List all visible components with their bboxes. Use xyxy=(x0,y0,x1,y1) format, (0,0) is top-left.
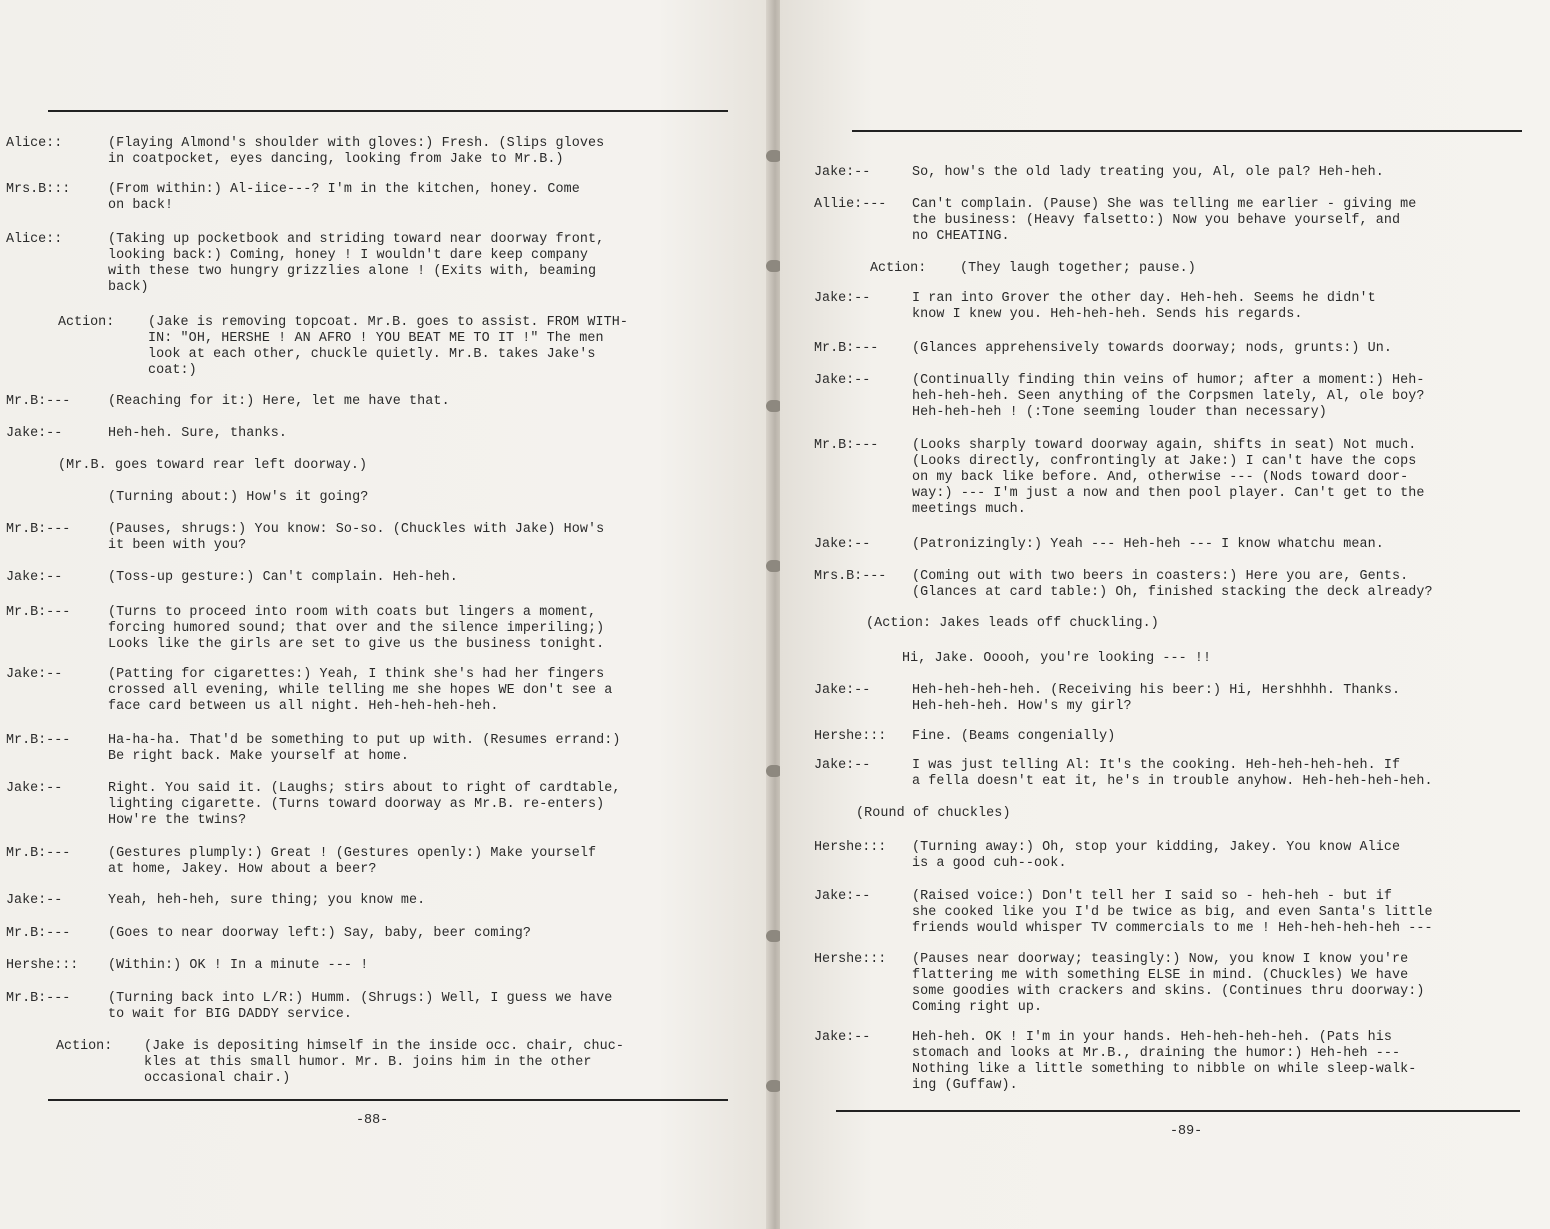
dialogue-line: (Turning back into L/R:) Humm. (Shrugs:) Well, I guess we have xyxy=(108,991,613,1006)
dialogue-line: (Coming out with two beers in coasters:) Here you are, Gents. xyxy=(911,568,1409,585)
stage-direction-line: (Action: Jakes leads off chuckling.) xyxy=(865,615,1159,632)
speaker-label-jake: Jake:-- xyxy=(814,1030,871,1045)
right-page xyxy=(780,0,1550,1229)
dialogue-line: occasional chair.) xyxy=(144,1071,291,1086)
dialogue-line: coat:) xyxy=(148,363,197,378)
left-script-entries xyxy=(0,0,772,1229)
dialogue-line: face card between us all night. Heh-heh-heh-heh. xyxy=(108,699,499,714)
dialogue-line: (Toss-up gesture:) Can't complain. Heh-heh. xyxy=(108,570,458,585)
dialogue-line: way:) --- I'm just a now and then pool player. Can't get to the xyxy=(911,485,1425,502)
speaker-label-jake: Jake:-- xyxy=(6,667,63,682)
stage-direction-line: Hi, Jake. Ooooh, you're looking --- !! xyxy=(901,650,1212,667)
speaker-label-hershe: Hershe::: xyxy=(814,952,887,967)
page-number: -89- xyxy=(1170,1124,1203,1139)
bottom-rule xyxy=(48,1099,728,1101)
dialogue-line: no CHEATING. xyxy=(911,228,1010,245)
speaker-label-mr-b: Mr.B:--- xyxy=(6,394,71,409)
dialogue-line: crossed all evening, while telling me she hopes WE don't see a xyxy=(108,683,613,698)
speaker-label-action: Action: xyxy=(56,1039,113,1054)
dialogue-line: it been with you? xyxy=(108,538,247,553)
dialogue-line: (Raised voice:) Don't tell her I said so - heh-heh - but if xyxy=(911,888,1393,905)
dialogue-line: (Goes to near doorway left:) Say, baby, beer coming? xyxy=(108,926,532,941)
dialogue-line: (Continually finding thin veins of humor; after a moment:) Heh- xyxy=(911,372,1425,389)
dialogue-line: look at each other, chuckle quietly. Mr.B. takes Jake's xyxy=(148,347,596,362)
speaker-label-mr-b: Mr.B:--- xyxy=(6,733,71,748)
dialogue-line: So, how's the old lady treating you, Al, ole pal? Heh-heh. xyxy=(911,164,1384,181)
speaker-label-hershe: Hershe::: xyxy=(6,958,79,973)
speaker-label-mr-b: Mr.B:--- xyxy=(6,846,71,861)
dialogue-line: she cooked like you I'd be twice as big, and even Santa's little xyxy=(911,904,1433,921)
speaker-label-jake: Jake:-- xyxy=(814,889,871,904)
speaker-label-jake: Jake:-- xyxy=(6,426,63,441)
speaker-label-allie: Allie:--- xyxy=(814,197,887,212)
dialogue-line: the business: (Heavy falsetto:) Now you behave yourself, and xyxy=(911,212,1401,229)
speaker-label-jake: Jake:-- xyxy=(6,781,63,796)
dialogue-line: on my back like before. And, otherwise --- (Nods toward door- xyxy=(911,469,1409,486)
dialogue-line: Heh-heh. OK ! I'm in your hands. Heh-heh-heh-heh. (Pats his xyxy=(911,1029,1393,1046)
stage-direction-line: (Round of chuckles) xyxy=(855,805,1011,822)
speaker-label-jake: Jake:-- xyxy=(814,165,871,180)
speaker-label-action: Action: xyxy=(870,261,927,276)
stage-direction-line: (Turning about:) How's it going? xyxy=(108,490,369,505)
stage-direction-line: (Mr.B. goes toward rear left doorway.) xyxy=(58,458,368,473)
dialogue-line: with these two hungry grizzlies alone ! (Exits with, beaming xyxy=(108,264,597,279)
dialogue-line: Can't complain. (Pause) She was telling me earlier - giving me xyxy=(911,196,1417,213)
dialogue-line: (Looks sharply toward doorway again, shifts in seat) Not much. xyxy=(911,437,1417,454)
speaker-label-alice: Alice:: xyxy=(6,232,63,247)
dialogue-line: (Jake is depositing himself in the inside occ. chair, chuc- xyxy=(144,1039,625,1054)
dialogue-line: (Pauses, shrugs:) You know: So-so. (Chuckles with Jake) How's xyxy=(108,522,605,537)
dialogue-line: Coming right up. xyxy=(911,999,1043,1016)
dialogue-line: some goodies with crackers and skins. (Continues thru doorway:) xyxy=(911,983,1425,1000)
dialogue-line: back) xyxy=(108,280,149,295)
page-number: -88- xyxy=(356,1113,389,1128)
dialogue-line: (From within:) Al-iice---? I'm in the kitchen, honey. Come xyxy=(108,182,580,197)
dialogue-line: in coatpocket, eyes dancing, looking from Jake to Mr.B.) xyxy=(108,152,564,167)
dialogue-line: Heh-heh-heh-heh. (Receiving his beer:) Hi, Hershhhh. Thanks. xyxy=(911,682,1401,699)
dialogue-line: Looks like the girls are set to give us the business tonight. xyxy=(108,637,605,652)
dialogue-line: meetings much. xyxy=(911,501,1026,518)
dialogue-line: flattering me with something ELSE in mind. (Chuckles) We have xyxy=(911,967,1409,984)
right-script-entries xyxy=(780,0,1550,1229)
dialogue-line: friends would whisper TV commercials to me ! Heh-heh-heh-heh --- xyxy=(911,920,1433,937)
speaker-label-alice: Alice:: xyxy=(6,136,63,151)
dialogue-line: Nothing like a little something to nibble on while sleep-walk- xyxy=(911,1061,1417,1078)
dialogue-line: stomach and looks at Mr.B., draining the humor:) Heh-heh --- xyxy=(911,1045,1401,1062)
dialogue-line: at home, Jakey. How about a beer? xyxy=(108,862,377,877)
dialogue-line: heh-heh-heh. Seen anything of the Corpsmen lately, Al, ole boy? xyxy=(911,388,1425,405)
dialogue-line: (Flaying Almond's shoulder with gloves:) Fresh. (Slips gloves xyxy=(108,136,605,151)
dialogue-line: (Pauses near doorway; teasingly:) Now, you know I know you're xyxy=(911,951,1409,968)
speaker-label-action: Action: xyxy=(58,315,115,330)
speaker-label-jake: Jake:-- xyxy=(814,683,871,698)
dialogue-line: (Looks directly, confrontingly at Jake:) I can't have the cops xyxy=(911,453,1417,470)
dialogue-line: Be right back. Make yourself at home. xyxy=(108,749,410,764)
dialogue-line: I was just telling Al: It's the cooking. Heh-heh-heh-heh. If xyxy=(911,757,1401,774)
left-page xyxy=(0,0,772,1229)
dialogue-line: IN: "OH, HERSHE ! AN AFRO ! YOU BEAT ME TO IT !" The men xyxy=(148,331,604,346)
speaker-label-mrs-b: Mrs.B:--- xyxy=(814,569,887,584)
speaker-label-mr-b: Mr.B:--- xyxy=(814,438,879,453)
speaker-label-jake: Jake:-- xyxy=(814,758,871,773)
speaker-label-mr-b: Mr.B:--- xyxy=(814,341,879,356)
dialogue-line: Fine. (Beams congenially) xyxy=(911,728,1116,745)
dialogue-line: (Taking up pocketbook and striding toward near doorway front, xyxy=(108,232,605,247)
speaker-label-jake: Jake:-- xyxy=(6,893,63,908)
dialogue-line: (Patronizingly:) Yeah --- Heh-heh --- I know whatchu mean. xyxy=(911,536,1384,553)
dialogue-line: Heh-heh-heh. How's my girl? xyxy=(911,698,1132,715)
dialogue-line: looking back:) Coming, honey ! I wouldn't dare keep company xyxy=(108,248,589,263)
dialogue-line: Right. You said it. (Laughs; stirs about to right of cardtable, xyxy=(108,781,621,796)
dialogue-line: (Turning away:) Oh, stop your kidding, Jakey. You know Alice xyxy=(911,839,1401,856)
speaker-label-hershe: Hershe::: xyxy=(814,840,887,855)
speaker-label-mr-b: Mr.B:--- xyxy=(6,522,71,537)
speaker-label-jake: Jake:-- xyxy=(6,570,63,585)
dialogue-line: (Reaching for it:) Here, let me have that. xyxy=(108,394,450,409)
speaker-label-mr-b: Mr.B:--- xyxy=(6,991,71,1006)
dialogue-line: (Within:) OK ! In a minute --- ! xyxy=(108,958,369,973)
speaker-label-jake: Jake:-- xyxy=(814,537,871,552)
dialogue-line: is a good cuh--ook. xyxy=(911,855,1067,872)
dialogue-line: forcing humored sound; that over and the silence imperiling;) xyxy=(108,621,605,636)
dialogue-line: Heh-heh. Sure, thanks. xyxy=(108,426,287,441)
dialogue-line: Heh-heh-heh ! (:Tone seeming louder than necessary) xyxy=(911,404,1327,421)
dialogue-line: to wait for BIG DADDY service. xyxy=(108,1007,353,1022)
speaker-label-mrs-b: Mrs.B::: xyxy=(6,182,71,197)
speaker-label-jake: Jake:-- xyxy=(814,373,871,388)
bottom-rule xyxy=(836,1110,1520,1112)
dialogue-line: Yeah, heh-heh, sure thing; you know me. xyxy=(108,893,426,908)
dialogue-line: lighting cigarette. (Turns toward doorway as Mr.B. re-enters) xyxy=(108,797,605,812)
dialogue-line: (Glances at card table:) Oh, finished stacking the deck already? xyxy=(911,584,1433,601)
dialogue-line: I ran into Grover the other day. Heh-heh. Seems he didn't xyxy=(911,290,1376,307)
dialogue-line: (Jake is removing topcoat. Mr.B. goes to assist. FROM WITH- xyxy=(148,315,629,330)
dialogue-line: (They laugh together; pause.) xyxy=(959,260,1196,277)
dialogue-line: (Turns to proceed into room with coats but lingers a moment, xyxy=(108,605,597,620)
speaker-label-jake: Jake:-- xyxy=(814,291,871,306)
dialogue-line: kles at this small humor. Mr. B. joins him in the other xyxy=(144,1055,592,1070)
speaker-label-hershe: Hershe::: xyxy=(814,729,887,744)
dialogue-line: a fella doesn't eat it, he's in trouble anyhow. Heh-heh-heh-heh. xyxy=(911,773,1433,790)
dialogue-line: Ha-ha-ha. That'd be something to put up with. (Resumes errand:) xyxy=(108,733,621,748)
dialogue-line: (Patting for cigarettes:) Yeah, I think she's had her fingers xyxy=(108,667,605,682)
dialogue-line: on back! xyxy=(108,198,174,213)
dialogue-line: How're the twins? xyxy=(108,813,247,828)
speaker-label-mr-b: Mr.B:--- xyxy=(6,926,71,941)
dialogue-line: (Gestures plumply:) Great ! (Gestures openly:) Make yourself xyxy=(108,846,597,861)
dialogue-line: (Glances apprehensively towards doorway; nods, grunts:) Un. xyxy=(911,340,1393,357)
speaker-label-mr-b: Mr.B:--- xyxy=(6,605,71,620)
dialogue-line: ing (Guffaw). xyxy=(911,1077,1018,1094)
dialogue-line: know I knew you. Heh-heh-heh. Sends his regards. xyxy=(911,306,1303,323)
